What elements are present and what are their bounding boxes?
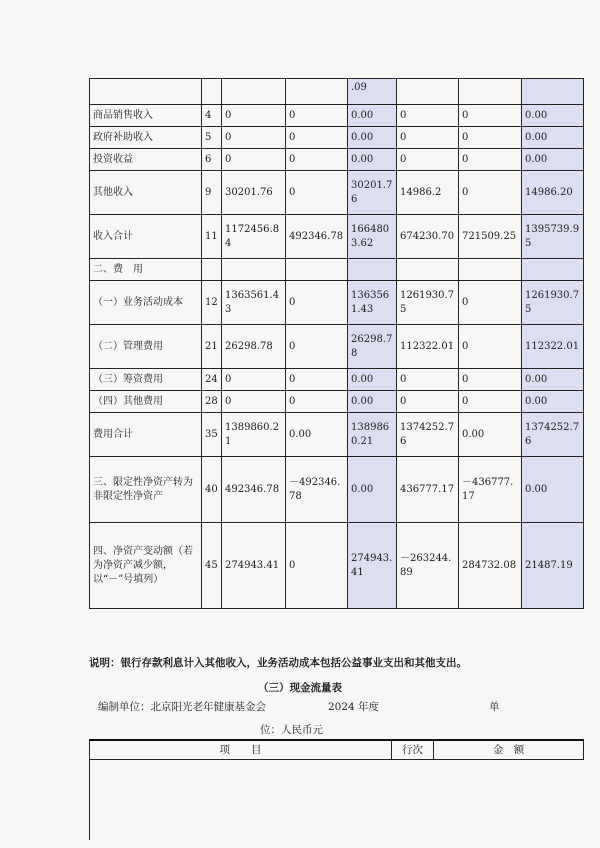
- amount-cell: 14986.2: [397, 171, 459, 215]
- amount-cell: －263244.89: [397, 523, 459, 609]
- amount-cell: 0.00: [522, 105, 584, 127]
- amount-cell: [348, 259, 397, 281]
- table-row: [90, 79, 584, 105]
- amount-cell: 0.00: [348, 369, 397, 391]
- amount-cell: 30201.76: [222, 171, 286, 215]
- amount-cell: 0: [459, 105, 522, 127]
- table-row: [90, 369, 584, 391]
- row-number: 35: [202, 413, 222, 457]
- amount-cell: 0: [222, 149, 286, 171]
- amount-cell: 674230.70: [397, 215, 459, 259]
- amount-cell: 1374252.76: [397, 413, 459, 457]
- row-label: 其他收入: [90, 171, 202, 215]
- row-label: 收入合计: [90, 215, 202, 259]
- amount-cell: 30201.76: [348, 171, 397, 215]
- amount-cell: 0.00: [522, 457, 584, 523]
- amount-cell: 0: [286, 127, 348, 149]
- row-number: 21: [202, 325, 222, 369]
- row-label: （一）业务活动成本: [90, 281, 202, 325]
- amount-cell: 1374252.76: [522, 413, 584, 457]
- amount-cell: 26298.78: [222, 325, 286, 369]
- amount-cell: 0: [459, 391, 522, 413]
- amount-cell: 0: [286, 369, 348, 391]
- amount-cell: 274943.41: [222, 523, 286, 609]
- unit-prefix: 单: [489, 701, 500, 713]
- amount-cell: [522, 79, 584, 105]
- row-number: 40: [202, 457, 222, 523]
- table-row: [90, 105, 584, 127]
- amount-cell: 0: [286, 171, 348, 215]
- amount-cell: 0: [459, 281, 522, 325]
- amount-cell: 0: [222, 391, 286, 413]
- amount-cell: 436777.17: [397, 457, 459, 523]
- amount-cell: 1261930.75: [397, 281, 459, 325]
- amount-cell: 0.00: [286, 413, 348, 457]
- amount-cell: 0.00: [348, 149, 397, 171]
- row-number: 9: [202, 171, 222, 215]
- amount-cell: 1363561.43: [222, 281, 286, 325]
- amount-cell: 1389860.21: [222, 413, 286, 457]
- activity-statement-table: [89, 78, 584, 609]
- table-row: [90, 149, 584, 171]
- amount-cell: 0.00: [459, 413, 522, 457]
- amount-cell: 0: [459, 127, 522, 149]
- cash-flow-table: [89, 739, 584, 760]
- row-number: 11: [202, 215, 222, 259]
- amount-cell: 26298.78: [348, 325, 397, 369]
- table-row: [90, 391, 584, 413]
- amount-cell: 1172456.84: [222, 215, 286, 259]
- row-label: [90, 79, 202, 105]
- row-number: 5: [202, 127, 222, 149]
- amount-cell: 0.00: [522, 149, 584, 171]
- row-label: 商品销售收入: [90, 105, 202, 127]
- amount-cell: 284732.08: [459, 523, 522, 609]
- row-number: [202, 79, 222, 105]
- amount-cell: 0: [286, 325, 348, 369]
- amount-cell: 0: [222, 105, 286, 127]
- row-label: （二）管理费用: [90, 325, 202, 369]
- amount-cell: 21487.19: [522, 523, 584, 609]
- amount-cell: 112322.01: [397, 325, 459, 369]
- header-amount: 金 额: [434, 740, 584, 760]
- table-row: [90, 215, 584, 259]
- amount-cell: 0: [222, 369, 286, 391]
- row-label: 投资收益: [90, 149, 202, 171]
- header-item: 项 目: [90, 740, 392, 760]
- amount-cell: 0.00: [522, 369, 584, 391]
- amount-cell: [286, 79, 348, 105]
- amount-cell: 0: [459, 171, 522, 215]
- table-row: [90, 457, 584, 523]
- amount-cell: 1395739.95: [522, 215, 584, 259]
- table-row: [90, 127, 584, 149]
- amount-cell: .09: [348, 79, 397, 105]
- amount-cell: 0: [222, 127, 286, 149]
- amount-cell: 0: [397, 369, 459, 391]
- amount-cell: 0: [286, 391, 348, 413]
- table-row: [90, 281, 584, 325]
- amount-cell: 274943.41: [348, 523, 397, 609]
- amount-cell: 1664803.62: [348, 215, 397, 259]
- row-number: 45: [202, 523, 222, 609]
- amount-cell: 0.00: [522, 391, 584, 413]
- amount-cell: 14986.20: [522, 171, 584, 215]
- amount-cell: [397, 259, 459, 281]
- amount-cell: 0.00: [522, 127, 584, 149]
- amount-cell: [397, 79, 459, 105]
- amount-cell: 492346.78: [222, 457, 286, 523]
- row-number: 12: [202, 281, 222, 325]
- currency-unit: 位：人民币元: [260, 724, 323, 736]
- row-label: 费用合计: [90, 413, 202, 457]
- row-number: 4: [202, 105, 222, 127]
- amount-cell: [459, 79, 522, 105]
- amount-cell: 0: [397, 149, 459, 171]
- amount-cell: 0: [286, 523, 348, 609]
- row-label: 二、费 用: [90, 259, 202, 281]
- amount-cell: 721509.25: [459, 215, 522, 259]
- row-label: 四、净资产变动额（若为净资产减少额，以“－”号填列）: [90, 523, 202, 609]
- amount-cell: 0.00: [348, 391, 397, 413]
- table-row: [90, 413, 584, 457]
- amount-cell: －492346.78: [286, 457, 348, 523]
- amount-cell: 0: [459, 325, 522, 369]
- amount-cell: 492346.78: [286, 215, 348, 259]
- table-row: [90, 171, 584, 215]
- amount-cell: 0.00: [348, 457, 397, 523]
- amount-cell: 1363561.43: [348, 281, 397, 325]
- fiscal-year: 2024 年度: [328, 701, 380, 713]
- amount-cell: 0: [286, 281, 348, 325]
- row-label: 三、限定性净资产转为非限定性净资产: [90, 457, 202, 523]
- amount-cell: 0: [459, 149, 522, 171]
- amount-cell: 0: [397, 105, 459, 127]
- table-row: [90, 523, 584, 609]
- row-label: （四）其他费用: [90, 391, 202, 413]
- row-label: （三）筹资费用: [90, 369, 202, 391]
- amount-cell: [286, 259, 348, 281]
- row-number: 6: [202, 149, 222, 171]
- amount-cell: 1261930.75: [522, 281, 584, 325]
- amount-cell: 0: [286, 149, 348, 171]
- table-note: 说明：银行存款利息计入其他收入，业务活动成本包括公益事业支出和其他支出。: [89, 657, 467, 669]
- amount-cell: 112322.01: [522, 325, 584, 369]
- amount-cell: 0: [286, 105, 348, 127]
- preparing-unit: 编制单位：北京阳光老年健康基金会: [98, 701, 266, 713]
- row-number: 28: [202, 391, 222, 413]
- cash-flow-header-row: [90, 740, 584, 760]
- amount-cell: [222, 79, 286, 105]
- header-row-no: 行次: [392, 740, 434, 760]
- amount-cell: 0.00: [348, 105, 397, 127]
- amount-cell: 0: [397, 127, 459, 149]
- table-row: [90, 325, 584, 369]
- row-number: [202, 259, 222, 281]
- amount-cell: 1389860.21: [348, 413, 397, 457]
- amount-cell: [459, 259, 522, 281]
- amount-cell: [222, 259, 286, 281]
- table-row: [90, 259, 584, 281]
- row-number: 24: [202, 369, 222, 391]
- amount-cell: 0.00: [348, 127, 397, 149]
- amount-cell: [522, 259, 584, 281]
- row-label: 政府补助收入: [90, 127, 202, 149]
- cash-flow-title: （三）现金流量表: [258, 682, 342, 694]
- amount-cell: －436777.17: [459, 457, 522, 523]
- amount-cell: 0: [397, 391, 459, 413]
- amount-cell: 0: [459, 369, 522, 391]
- cash-flow-body: [89, 760, 584, 840]
